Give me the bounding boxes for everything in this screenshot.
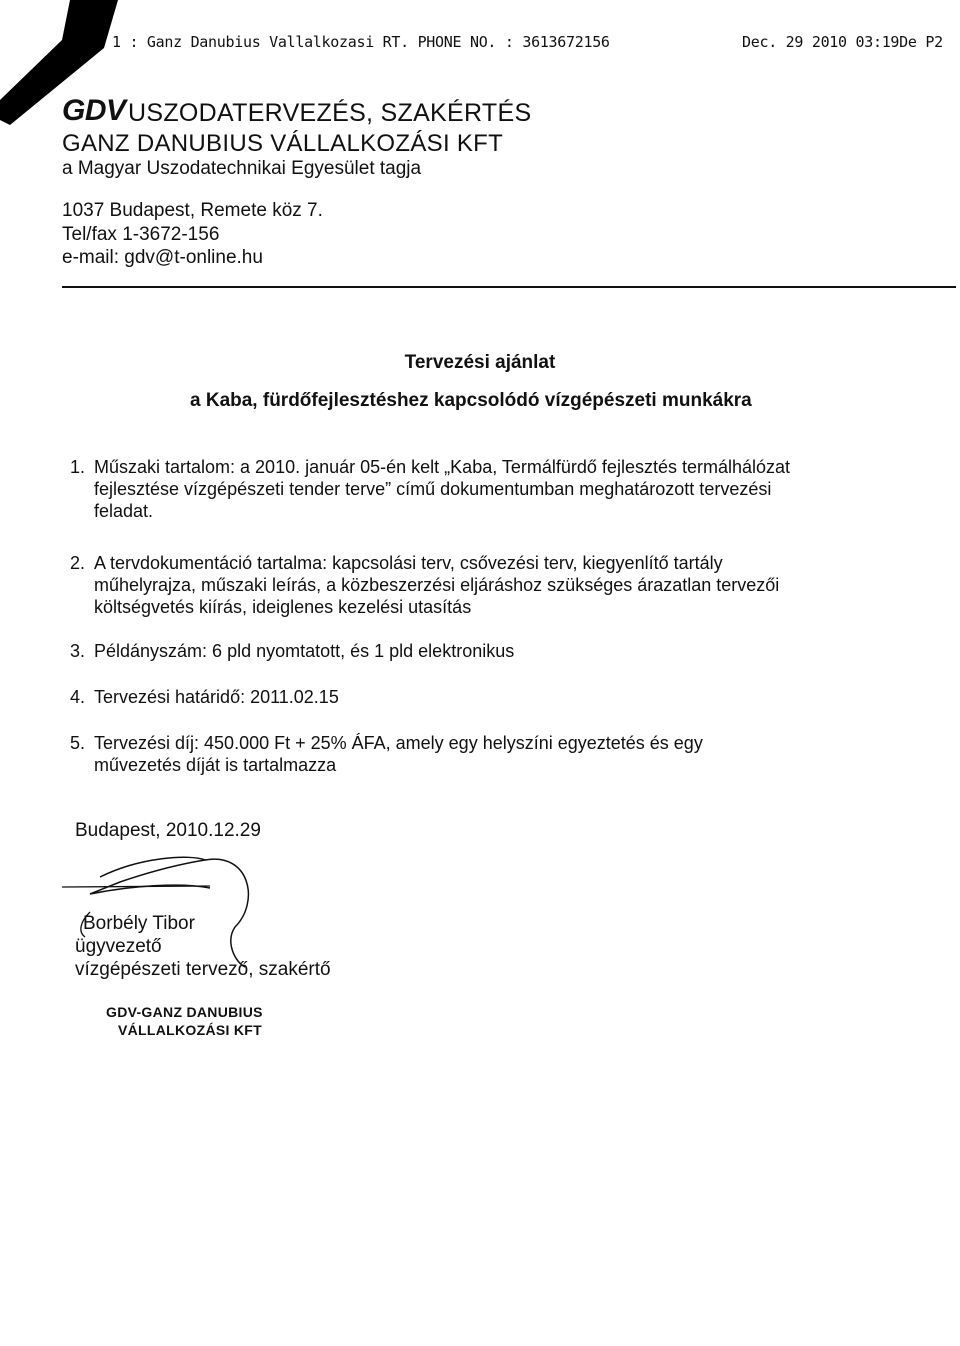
item-line: Tervezési határidő: 2011.02.15	[94, 687, 339, 707]
company-stamp-line: VÁLLALKOZÁSI KFT	[118, 1022, 263, 1038]
membership-line: a Magyar Uszodatechnikai Egyesület tagja	[62, 158, 422, 179]
item-line: műhelyrajza, műszaki leírás, a közbeszerzési eljáráshoz szükséges árazatlan tervezői	[94, 575, 780, 595]
list-item	[70, 552, 900, 618]
company-name: GANZ DANUBIUS VÁLLALKOZÁSI KFT	[62, 130, 504, 157]
address: 1037 Budapest, Remete köz 7.	[62, 200, 323, 221]
company-stamp-line: GDV-GANZ DANUBIUS	[106, 1004, 263, 1020]
item-number: 2.	[70, 553, 86, 573]
email: e-mail: gdv@t-online.hu	[62, 247, 263, 268]
signatory-role: ügyvezető	[75, 936, 162, 957]
item-line: Példányszám: 6 pld nyomtatott, és 1 pld elektronikus	[94, 641, 515, 661]
telfax: Tel/fax 1-3672-156	[62, 224, 220, 245]
letterhead-title: USZODATERVEZÉS, SZAKÉRTÉS	[128, 99, 532, 127]
letterhead-divider	[62, 286, 956, 288]
item-number: 1.	[70, 457, 86, 477]
list-item	[70, 456, 900, 522]
item-line: művezetés díját is tartalmazza	[94, 755, 337, 775]
document-title: Tervezési ajánlat	[404, 352, 556, 373]
item-number: 4.	[70, 687, 86, 707]
item-line: feladat.	[94, 501, 154, 521]
item-line: Tervezési díj: 450.000 Ft + 25% ÁFA, amely egy helyszíni egyeztetés és egy	[94, 733, 703, 753]
item-number: 5.	[70, 733, 86, 753]
place-date: Budapest, 2010.12.29	[75, 820, 261, 841]
signatory-title: vízgépészeti tervező, szakértő	[75, 959, 331, 980]
item-number: 3.	[70, 641, 86, 661]
list-item	[70, 732, 900, 776]
fax-header-sender: 1 : Ganz Danubius Vallalkozasi RT. PHONE NO. : 3613672156	[112, 33, 610, 51]
document-subtitle: a Kaba, fürdőfejlesztéshez kapcsolódó vízgépészeti munkákra	[190, 390, 752, 411]
list-item	[70, 640, 900, 662]
signatory-name: Borbély Tibor	[83, 913, 195, 934]
list-item	[70, 686, 900, 708]
item-line: költségvetés kiírás, ideiglenes kezelési utasítás	[94, 597, 472, 617]
company-logo: GDV	[62, 94, 126, 127]
item-line: fejlesztése vízgépészeti tender terve” című dokumentumban meghatározott tervezési	[94, 479, 772, 499]
fax-header-date: Dec. 29 2010 03:19De P2	[742, 33, 943, 51]
item-line: A tervdokumentáció tartalma: kapcsolási terv, csővezési terv, kiegyenlítő tartály	[94, 553, 723, 573]
item-line: Műszaki tartalom: a 2010. január 05-én kelt „Kaba, Termálfürdő fejlesztés termálhálózat	[94, 457, 791, 477]
